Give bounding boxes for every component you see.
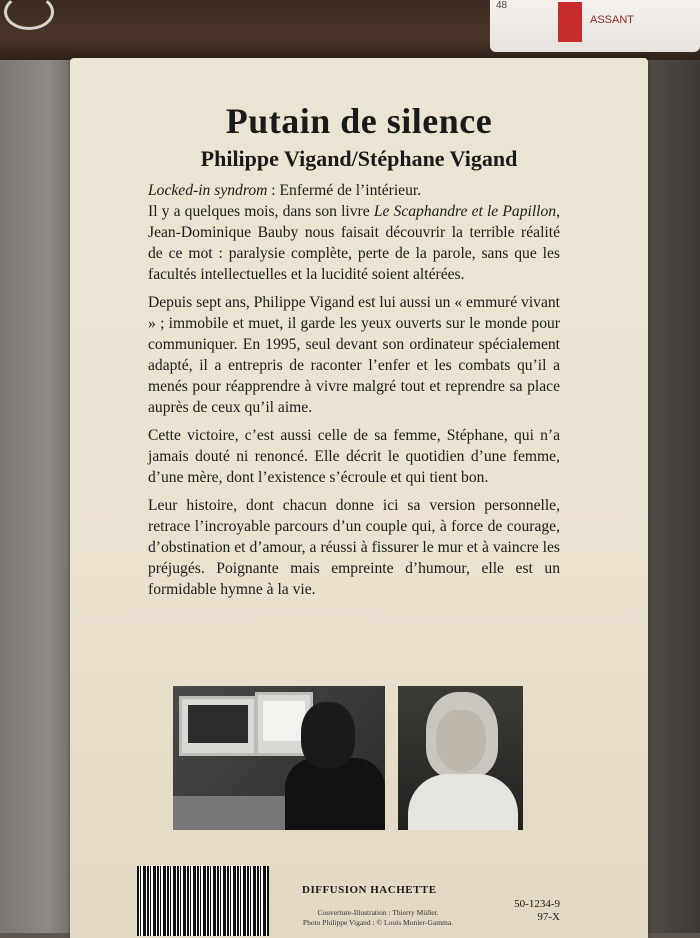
blurb-paragraph-3: Cette victoire, c’est aussi celle de sa femme, Stéphane, qui n’a jamais douté ni renoncé. Elle décrit le quotidien d’une femme, d’une mère, dont l’existence s’écroule et qui tient bon. [148,427,560,486]
man-head [301,702,355,768]
cited-book-title: Le Scaphandre et le Papillon [373,203,557,220]
book-title: Putain de silence [225,101,493,141]
book-authors: Philippe Vigand/Stéphane Vigand [200,146,518,171]
credits: Couverture-Illustration : Thierry Müller. Photo Philippe Vigand : © Louis Monier-Gamma. [302,908,454,927]
blurb-term: Locked-in syndrom [148,182,268,199]
barcode [137,866,269,936]
isbn-block: 50-1234-9 97-X [514,898,560,923]
table-surface-left [0,60,80,933]
photo-philippe-at-computer [173,686,385,830]
book-back-cover [70,58,648,938]
woman-shirt [408,774,518,830]
tube-red-band [558,2,582,42]
tube-label: ASSANT [590,14,635,26]
white-cable [4,0,54,30]
monitor-1 [179,696,257,756]
tube-text: 48 [496,0,508,11]
cosmetic-tube [490,0,700,52]
table-surface-right [640,60,700,933]
woman-face [436,710,486,772]
blurb-paragraph-1: Locked-in syndrom : Enfermé de l’intérieur. Il y a quelques mois, dans son livre Le Scaphandre et le Papillon, Jean-Dominique Bauby nous faisait découvrir la terrible réalité de ce mot : paralysie complète, perte de la parole, sans que les facultés intellectuelles et la lucidité soient altérées. [148,182,560,283]
blurb-paragraph-2: Depuis sept ans, Philippe Vigand est lui aussi un « emmuré vivant » ; immobile et muet, il garde les yeux ouverts sur le monde pour communiquer. En 1995, seul devant son ordinateur spécialement adapté, il a entrepris de raconter l’enfer et les combats qu’il a menés pour réapprendre à vivre malgré tout et reprendre sa place auprès de ceux qu’il aime. [148,294,560,416]
blurb-text [148,180,560,607]
man-silhouette [285,758,385,830]
desk [173,796,293,830]
photo-stephane [398,686,523,830]
blurb-paragraph-4: Leur histoire, dont chacun donne ici sa version personnelle, retrace l’incroyable parcours d’un couple qui, à force de courage, d’obstination et d’amour, a réussi à fissurer le mur et à vaincre les préjugés. Poignante mais empreinte d’humour, elle est un formidable hymne à la vie. [148,497,560,598]
distributor-label: DIFFUSION HACHETTE [302,884,437,896]
